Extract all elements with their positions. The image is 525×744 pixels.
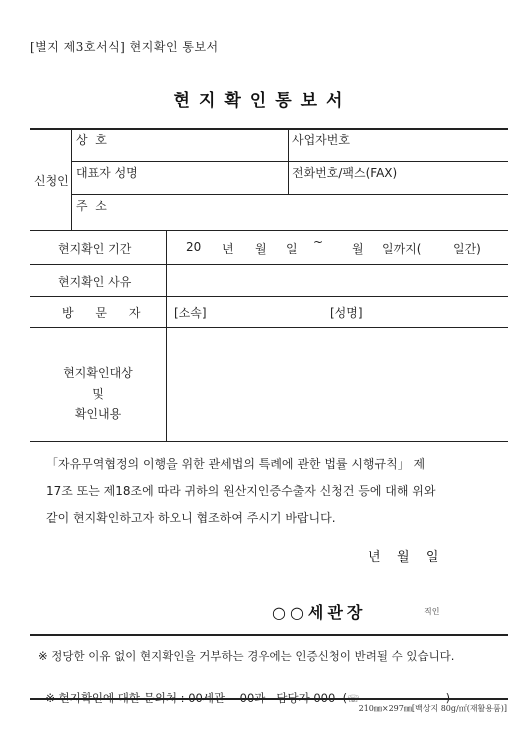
period-days: 일간) [453,242,481,256]
note-refusal: ※ 정당한 이유 없이 현지확인을 거부하는 경우에는 인증신청이 반려될 수 있습니다. [38,649,455,663]
table-line [30,230,508,231]
table-line [30,441,508,442]
body-line-3: 같이 현지확인하고자 하오니 협조하여 주시기 바랍니다. [46,511,336,525]
visitor-label: 방 문 자 [62,306,150,320]
applicant-label: 신청인 [34,174,69,188]
period-label: 현지확인 기간 [58,242,132,256]
reason-label: 현지확인 사유 [58,275,132,289]
visitor-affiliation: [소속] [174,306,207,320]
table-line [288,128,289,194]
table-line [30,327,508,328]
period-tilde: ~ [313,235,324,249]
telephone-icon: ☏ [347,694,360,705]
note-contact [38,676,450,706]
target-label-line1: 현지확인대상 [63,366,133,380]
issue-date: 년 월 일 [368,550,440,565]
official-seal-label: 직인 [424,607,440,616]
table-line [30,264,508,265]
period-day1: 일 [286,242,298,256]
document-title: 현지확인통보서 [173,91,352,111]
paper-spec: 210㎜×297㎜[백상지 80g/㎡(재활용품)] [358,704,507,713]
table-line [71,194,508,195]
table-line [166,230,167,441]
body-line-1: 「자유무역협정의 이행을 위한 관세법의 특례에 관한 법률 시행규칙」 제 [46,457,426,471]
notes-top-border [30,634,508,636]
period-year-unit: 년 [222,242,234,256]
table-top-border [30,128,508,130]
target-label-line2: 및 [92,387,104,401]
table-line [71,128,72,230]
business-number-label: 사업자번호 [292,133,350,147]
customs-head: ○○세관장 [272,603,367,622]
phone-fax-label: 전화번호/팩스(FAX) [292,166,398,180]
notes-bottom-border [30,698,508,700]
representative-label: 대표자 성명 [76,166,138,180]
period-until: 일까지( [382,242,422,256]
table-line [30,296,508,297]
table-line [71,161,508,162]
period-month2: 월 [352,242,364,256]
period-year: 20 [186,240,202,254]
address-label: 주 소 [76,199,107,213]
period-month1: 월 [255,242,267,256]
note-contact-text: ※ 현지확인에 대한 문의처 : 00세관 00과 담당자 000 ( [45,691,348,705]
visitor-name: [성명] [330,306,363,320]
form-label: [별지 제3호서식] 현지확인 통보서 [30,40,219,54]
trade-name-label: 상 호 [76,133,107,147]
target-label-line3: 확인내용 [74,407,122,421]
body-line-2: 17조 또는 제18조에 따라 귀하의 원산지인증수출자 신청건 등에 대해 위와 [46,484,436,498]
note-contact-close: ) [445,691,451,705]
